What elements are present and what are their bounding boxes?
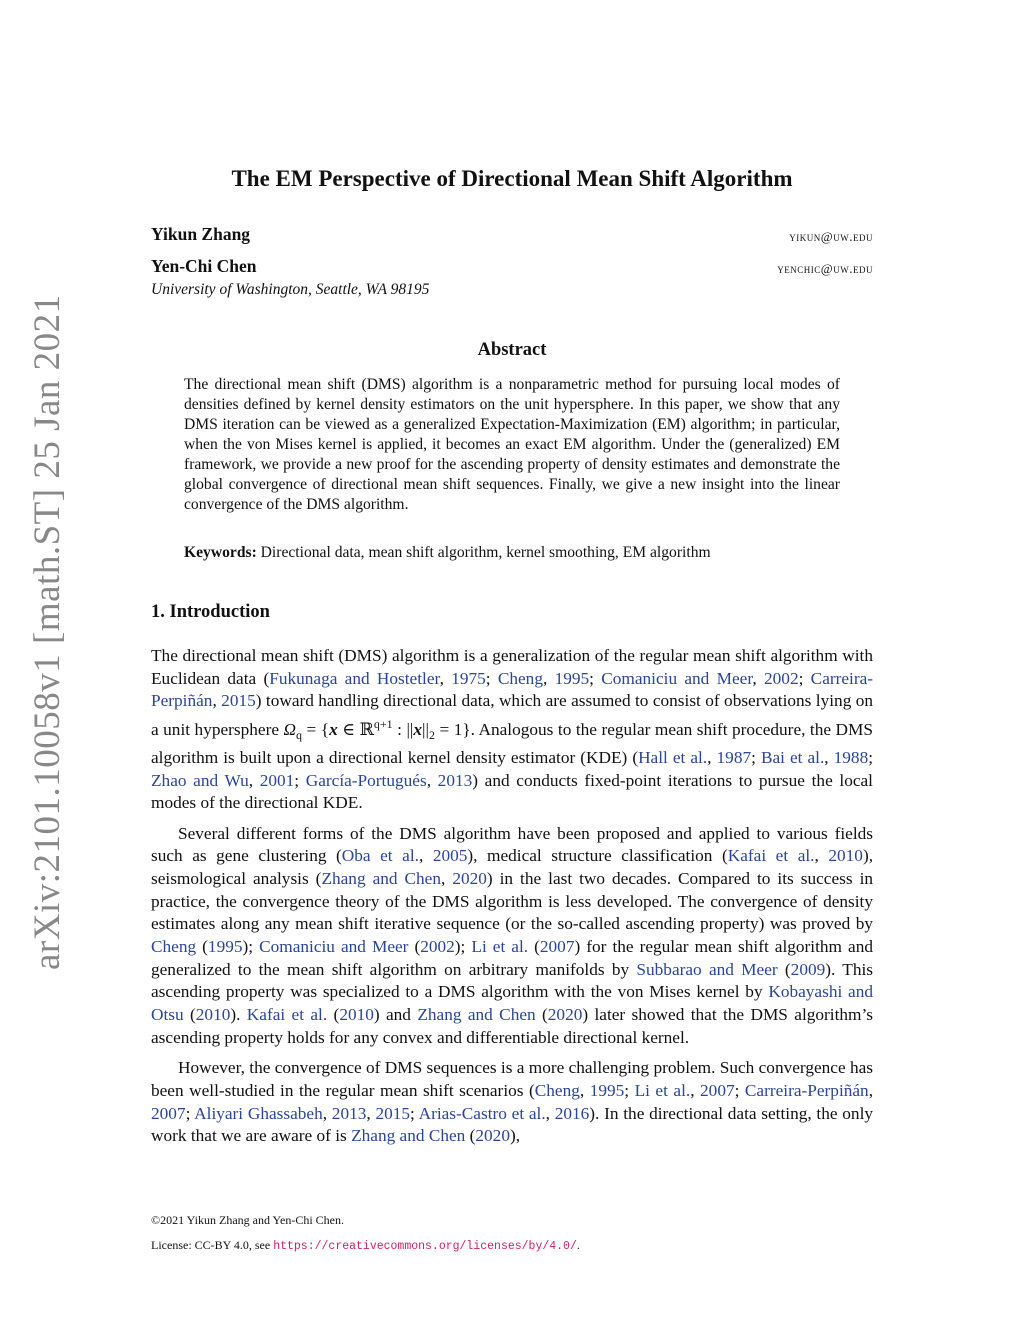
- text-run: Several different forms of the DMS algorithm have been proposed and applied to various fields such as gene clustering (: [151, 823, 873, 866]
- paragraph: [151, 645, 873, 815]
- citation-link[interactable]: Arias-Castro et al.: [418, 1103, 546, 1123]
- text-run: ) in the last two decades. Compared to its success in practice, the convergence theory of the DMS algorithm is less developed. The convergence of density estimates along any mean shift iterative sequence (or the so-called ascending property) was proved by: [151, 869, 874, 934]
- text-run: (: [465, 1126, 476, 1146]
- text-run: ,: [439, 668, 452, 688]
- citation-link[interactable]: 2020: [452, 869, 487, 889]
- text-run: ;: [294, 770, 306, 790]
- keywords-text: Directional data, mean shift algorithm, kernel smoothing, EM algorithm: [260, 544, 711, 561]
- math-subscript: q: [296, 728, 303, 743]
- text-run: ) later showed that the DMS algorithm’s ascending property holds for any convex and differentiable directional kernel.: [151, 1005, 874, 1047]
- citation-link[interactable]: 2010: [828, 846, 863, 866]
- text-run: ), seismological analysis (: [151, 846, 874, 889]
- text-run: ,: [441, 869, 453, 889]
- keywords: [184, 544, 840, 562]
- text-run: ) toward handling directional data, which are assumed to consist of observations lying on a unit hypersphere: [151, 691, 874, 739]
- text-run: ,: [545, 1103, 555, 1123]
- text-run: ).: [230, 1005, 247, 1025]
- author-email[interactable]: yikun@uw.edu: [789, 229, 873, 244]
- citation-link[interactable]: 2009: [790, 959, 826, 979]
- text-run: ;: [410, 1103, 419, 1123]
- citation-link[interactable]: 2020: [547, 1005, 583, 1025]
- intro-body: [151, 645, 873, 1148]
- citation-link[interactable]: 2007: [539, 937, 575, 957]
- citation-link[interactable]: García-Portugués: [305, 770, 427, 790]
- text-run: );: [242, 937, 260, 957]
- text-run: ,: [752, 668, 765, 688]
- text-run: ||: [422, 719, 429, 739]
- text-run: (: [408, 937, 421, 957]
- citation-link[interactable]: Li et al.: [634, 1081, 691, 1101]
- text-run: ;: [734, 1081, 745, 1101]
- license-note: [151, 1238, 580, 1253]
- citation-link[interactable]: 2001: [259, 770, 295, 790]
- text-run: However, the convergence of DMS sequences is a more challenging problem. Such convergence has been well-studied in the regular mean shift scenarios (: [151, 1058, 873, 1101]
- citation-link[interactable]: Bai et al.: [760, 747, 825, 767]
- citation-link[interactable]: 2015: [375, 1103, 410, 1123]
- citation-link[interactable]: Zhang and Chen: [321, 869, 441, 889]
- paragraph: [151, 823, 873, 1050]
- license-prefix: License: CC-BY 4.0, see: [151, 1238, 274, 1252]
- author-name: Yen-Chi Chen: [151, 256, 257, 276]
- text-run: : ||: [392, 719, 414, 739]
- citation-link[interactable]: 2015: [221, 691, 256, 711]
- citation-link[interactable]: Cheng: [151, 937, 197, 957]
- text-run: ∈ ℝ: [337, 719, 374, 739]
- citation-link[interactable]: 2013: [331, 1103, 367, 1123]
- text-run: ,: [542, 668, 555, 688]
- text-run: ,: [212, 691, 222, 711]
- citation-link[interactable]: Subbarao and Meer: [636, 959, 778, 979]
- citation-link[interactable]: 1995: [589, 1081, 625, 1101]
- citation-link[interactable]: Hall et al.: [638, 747, 708, 767]
- citation-link[interactable]: Zhao and Wu: [151, 770, 249, 790]
- text-run: ,: [366, 1103, 376, 1123]
- text-run: ), medical structure classification (: [467, 846, 728, 866]
- citation-link[interactable]: 2005: [432, 846, 468, 866]
- text-run: ) for the regular mean shift algorithm and generalized to the mean shift algorithm on arbitrary manifolds by: [151, 937, 873, 979]
- math-subscript: 2: [428, 728, 435, 743]
- text-run: = 1}. Analogous to the regular mean shift procedure, the DMS algorithm is built upon a directional kernel density estimator (KDE) (: [151, 719, 874, 767]
- arxiv-stamp: arXiv:2101.10058v1 [math.ST] 25 Jan 2021: [27, 294, 68, 970]
- citation-link[interactable]: Li et al.: [471, 937, 529, 957]
- text-run: ;: [485, 668, 498, 688]
- author-name: Yikun Zhang: [151, 224, 251, 244]
- text-run: ,: [824, 747, 834, 767]
- citation-link[interactable]: Comaniciu and Meer: [601, 668, 753, 688]
- license-link[interactable]: https://creativecommons.org/licenses/by/4.0/: [273, 1240, 577, 1253]
- citation-link[interactable]: 2010: [339, 1005, 374, 1025]
- citation-link[interactable]: 1988: [833, 747, 869, 767]
- citation-link[interactable]: Comaniciu and Meer: [259, 937, 409, 957]
- abstract-text: The directional mean shift (DMS) algorithm is a nonparametric method for pursuing local modes of densities defined by kernel density estimators on the unit hypersphere. In this paper, we show that any DMS iteration can be viewed as a generalized Expectation-Maximization (EM) algorithm; in particular, when the von Mises kernel is applied, it becomes an exact EM algorithm. Under the (generalized) EM framework, we provide a new proof for the ascending property of density estimates and demonstrate the global convergence of directional mean shift sequences. Finally, we give a new insight into the linear convergence of the DMS algorithm.: [184, 376, 840, 513]
- text-run: ). In the directional data setting, the only work that we are aware of is: [151, 1103, 874, 1146]
- math-symbol: Ω: [283, 719, 297, 739]
- math-superscript: q+1: [373, 716, 393, 731]
- citation-link[interactable]: 2013: [437, 770, 473, 790]
- paragraph: [151, 1057, 873, 1148]
- math-symbol: x: [413, 719, 423, 739]
- text-run: (: [327, 1005, 340, 1025]
- citation-link[interactable]: Kafai et al.: [246, 1005, 328, 1025]
- text-run: ) and conducts fixed-point iterations to pursue the local modes of the directional KDE.: [151, 770, 873, 813]
- text-run: ,: [579, 1081, 590, 1101]
- text-run: ),: [509, 1126, 521, 1146]
- citation-link[interactable]: 2016: [554, 1103, 590, 1123]
- citation-link[interactable]: 2010: [195, 1005, 231, 1025]
- text-run: ,: [868, 1081, 874, 1101]
- keywords-label: Keywords:: [184, 544, 257, 561]
- text-run: ,: [322, 1103, 332, 1123]
- text-run: ) and: [373, 1005, 418, 1025]
- abstract-heading: Abstract: [477, 340, 547, 360]
- citation-link[interactable]: Fukunaga and Hostetler: [269, 668, 440, 688]
- citation-link[interactable]: 1995: [554, 668, 590, 688]
- text-run: ,: [248, 770, 260, 790]
- citation-link[interactable]: Zhang and Chen: [351, 1126, 466, 1146]
- text-run: = {: [302, 719, 330, 739]
- text-run: ,: [426, 770, 438, 790]
- text-run: ). This ascending property was specialized to a DMS algorithm with the von Mises kernel by: [151, 959, 873, 1002]
- text-run: (: [183, 1005, 196, 1025]
- citation-link[interactable]: 1987: [716, 747, 752, 767]
- citation-link[interactable]: Zhang and Chen: [417, 1005, 536, 1025]
- license-suffix: .: [576, 1238, 580, 1252]
- citation-link[interactable]: 1975: [451, 668, 486, 688]
- text-run: ,: [814, 846, 829, 866]
- citation-link[interactable]: Carreira-Perpiñán: [744, 1081, 869, 1101]
- text-run: ;: [751, 747, 761, 767]
- text-run: ,: [418, 846, 433, 866]
- author-email[interactable]: yenchic@uw.edu: [777, 261, 873, 276]
- text-run: ,: [690, 1081, 701, 1101]
- math-symbol: x: [329, 719, 338, 739]
- paper-title: The EM Perspective of Directional Mean Shift Algorithm: [231, 166, 793, 191]
- text-run: ;: [624, 1081, 635, 1101]
- text-run: ;: [798, 668, 811, 688]
- citation-link[interactable]: Kafai et al.: [727, 846, 815, 866]
- text-run: ;: [185, 1103, 195, 1123]
- citation-link[interactable]: Cheng: [534, 1081, 580, 1101]
- affiliation: University of Washington, Seattle, WA 98195: [151, 281, 430, 298]
- copyright-note: ©2021 Yikun Zhang and Yen-Chi Chen.: [151, 1213, 345, 1227]
- text-run: (: [535, 1005, 548, 1025]
- text-run: ;: [868, 747, 874, 767]
- text-run: (: [528, 937, 540, 957]
- text-run: (: [196, 937, 208, 957]
- citation-link[interactable]: 2007: [151, 1103, 186, 1123]
- citation-link[interactable]: 2020: [475, 1126, 510, 1146]
- text-run: ;: [589, 668, 602, 688]
- citation-link[interactable]: 2002: [420, 937, 455, 957]
- citation-link[interactable]: Cheng: [497, 668, 543, 688]
- citation-link[interactable]: 2002: [764, 668, 799, 688]
- citation-link[interactable]: 1995: [207, 937, 243, 957]
- section-heading: 1. Introduction: [151, 602, 270, 622]
- citation-link[interactable]: 2007: [700, 1081, 735, 1101]
- citation-link[interactable]: Aliyari Ghassabeh: [194, 1103, 323, 1123]
- text-run: (: [777, 959, 791, 979]
- citation-link[interactable]: Carreira-Perpiñán: [151, 668, 874, 711]
- citation-link[interactable]: Oba et al.: [341, 846, 419, 866]
- citation-link[interactable]: Kobayashi and Otsu: [151, 982, 873, 1025]
- text-run: );: [454, 937, 472, 957]
- text-run: The directional mean shift (DMS) algorithm is a generalization of the regular mean shift algorithm with Euclidean data (: [151, 646, 873, 688]
- text-run: ,: [707, 747, 717, 767]
